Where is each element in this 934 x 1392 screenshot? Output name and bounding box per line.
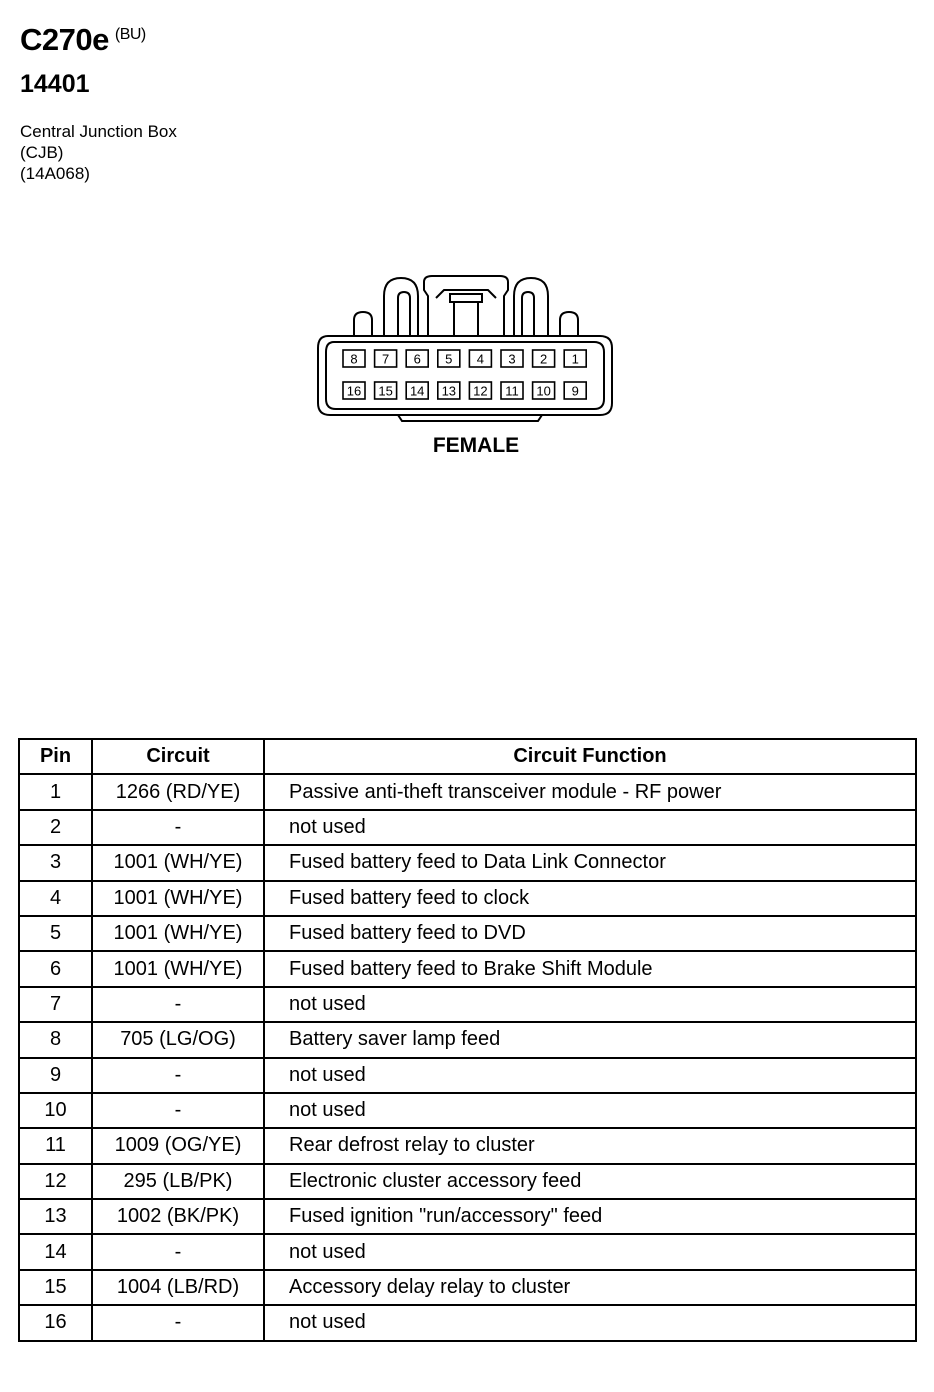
function-cell: Fused battery feed to Brake Shift Module bbox=[264, 951, 916, 986]
circuit-cell: 1266 (RD/YE) bbox=[92, 774, 264, 809]
pin-cell: 7 bbox=[19, 987, 92, 1022]
circuit-cell: - bbox=[92, 810, 264, 845]
table-row bbox=[19, 1022, 916, 1057]
connector-description bbox=[20, 121, 177, 184]
circuit-cell: 1001 (WH/YE) bbox=[92, 881, 264, 916]
table-row bbox=[19, 810, 916, 845]
pin-number-label: 10 bbox=[536, 383, 551, 399]
circuit-cell: 1001 (WH/YE) bbox=[92, 951, 264, 986]
pin-cell: 11 bbox=[19, 1128, 92, 1163]
table-row bbox=[19, 1305, 916, 1340]
pin-cell: 6 bbox=[19, 951, 92, 986]
function-cell: not used bbox=[264, 1093, 916, 1128]
pin-number-label: 8 bbox=[350, 351, 358, 367]
pin-number-label: 16 bbox=[346, 383, 362, 399]
function-cell: not used bbox=[264, 1234, 916, 1269]
pin-number-label: 11 bbox=[505, 383, 519, 399]
connector-post-left bbox=[354, 312, 372, 336]
function-cell: not used bbox=[264, 810, 916, 845]
connector-latch bbox=[424, 276, 508, 336]
pin-number-label: 14 bbox=[409, 383, 425, 399]
pin-number-label: 2 bbox=[539, 351, 548, 367]
description-line: (CJB) bbox=[20, 143, 64, 162]
table-row bbox=[19, 1058, 916, 1093]
pin-cell: 10 bbox=[19, 1093, 92, 1128]
pin-number-label: 9 bbox=[571, 383, 579, 399]
pin-cell: 15 bbox=[19, 1270, 92, 1305]
connector-housing-inner bbox=[326, 342, 604, 409]
function-cell: Battery saver lamp feed bbox=[264, 1022, 916, 1057]
pin-column-header: Pin bbox=[19, 739, 92, 774]
pin-cell: 2 bbox=[19, 810, 92, 845]
table-header-row bbox=[19, 739, 916, 774]
pin-number-label: 13 bbox=[441, 383, 457, 399]
table-row bbox=[19, 1270, 916, 1305]
circuit-cell: - bbox=[92, 1093, 264, 1128]
table-row bbox=[19, 845, 916, 880]
circuit-cell: - bbox=[92, 987, 264, 1022]
function-cell: Fused battery feed to DVD bbox=[264, 916, 916, 951]
table-row bbox=[19, 1164, 916, 1199]
pin-number-label: 12 bbox=[473, 383, 488, 399]
circuit-cell: 1001 (WH/YE) bbox=[92, 845, 264, 880]
part-number: 14401 bbox=[20, 70, 90, 98]
circuit-cell: 705 (LG/OG) bbox=[92, 1022, 264, 1057]
table-row bbox=[19, 774, 916, 809]
pinout-table bbox=[18, 738, 917, 1342]
pin-cell: 13 bbox=[19, 1199, 92, 1234]
connector-tower-right bbox=[514, 278, 548, 336]
pin-number-label: 15 bbox=[378, 383, 393, 399]
table-row bbox=[19, 1093, 916, 1128]
connector-color-code: (BU) bbox=[114, 26, 146, 43]
function-cell: not used bbox=[264, 1305, 916, 1340]
pin-cell: 14 bbox=[19, 1234, 92, 1269]
pin-cell: 5 bbox=[19, 916, 92, 951]
table-row bbox=[19, 1234, 916, 1269]
circuit-cell: 1009 (OG/YE) bbox=[92, 1128, 264, 1163]
pin-cell: 16 bbox=[19, 1305, 92, 1340]
connector-face-diagram bbox=[310, 268, 620, 428]
description-line: Central Junction Box bbox=[20, 122, 177, 141]
function-cell: Fused battery feed to clock bbox=[264, 881, 916, 916]
function-cell: not used bbox=[264, 1058, 916, 1093]
function-cell: Electronic cluster accessory feed bbox=[264, 1164, 916, 1199]
function-cell: Passive anti-theft transceiver module - RF power bbox=[264, 774, 916, 809]
pin-cell: 1 bbox=[19, 774, 92, 809]
circuit-cell: - bbox=[92, 1305, 264, 1340]
circuit-cell: 1001 (WH/YE) bbox=[92, 916, 264, 951]
table-row bbox=[19, 881, 916, 916]
table-row bbox=[19, 1199, 916, 1234]
function-cell: Rear defrost relay to cluster bbox=[264, 1128, 916, 1163]
pin-number-label: 4 bbox=[476, 351, 485, 367]
pin-number-label: 6 bbox=[413, 351, 421, 367]
description-line: (14A068) bbox=[20, 164, 90, 183]
circuit-column-header: Circuit bbox=[92, 739, 264, 774]
table-row bbox=[19, 951, 916, 986]
function-column-header: Circuit Function bbox=[264, 739, 916, 774]
connector-id: C270e bbox=[20, 22, 109, 57]
table-row bbox=[19, 987, 916, 1022]
circuit-cell: 1002 (BK/PK) bbox=[92, 1199, 264, 1234]
circuit-cell: - bbox=[92, 1234, 264, 1269]
pin-cell: 8 bbox=[19, 1022, 92, 1057]
connector-title bbox=[20, 22, 146, 58]
table-row bbox=[19, 1128, 916, 1163]
pin-number-label: 7 bbox=[381, 351, 390, 367]
pin-cell: 12 bbox=[19, 1164, 92, 1199]
circuit-cell: - bbox=[92, 1058, 264, 1093]
connector-gender-label: FEMALE bbox=[432, 434, 520, 457]
pin-number-label: 1 bbox=[571, 351, 579, 367]
pin-cell: 9 bbox=[19, 1058, 92, 1093]
circuit-cell: 1004 (LB/RD) bbox=[92, 1270, 264, 1305]
function-cell: Fused ignition "run/accessory" feed bbox=[264, 1199, 916, 1234]
table-row bbox=[19, 916, 916, 951]
circuit-cell: 295 (LB/PK) bbox=[92, 1164, 264, 1199]
function-cell: Fused battery feed to Data Link Connector bbox=[264, 845, 916, 880]
function-cell: Accessory delay relay to cluster bbox=[264, 1270, 916, 1305]
connector-tower-left bbox=[384, 278, 418, 336]
connector-post-right bbox=[560, 312, 578, 336]
function-cell: not used bbox=[264, 987, 916, 1022]
pin-number-label: 3 bbox=[508, 351, 516, 367]
connector-housing-outline bbox=[318, 336, 612, 415]
pin-cell: 3 bbox=[19, 845, 92, 880]
pin-number-label: 5 bbox=[445, 351, 453, 367]
pin-cell: 4 bbox=[19, 881, 92, 916]
